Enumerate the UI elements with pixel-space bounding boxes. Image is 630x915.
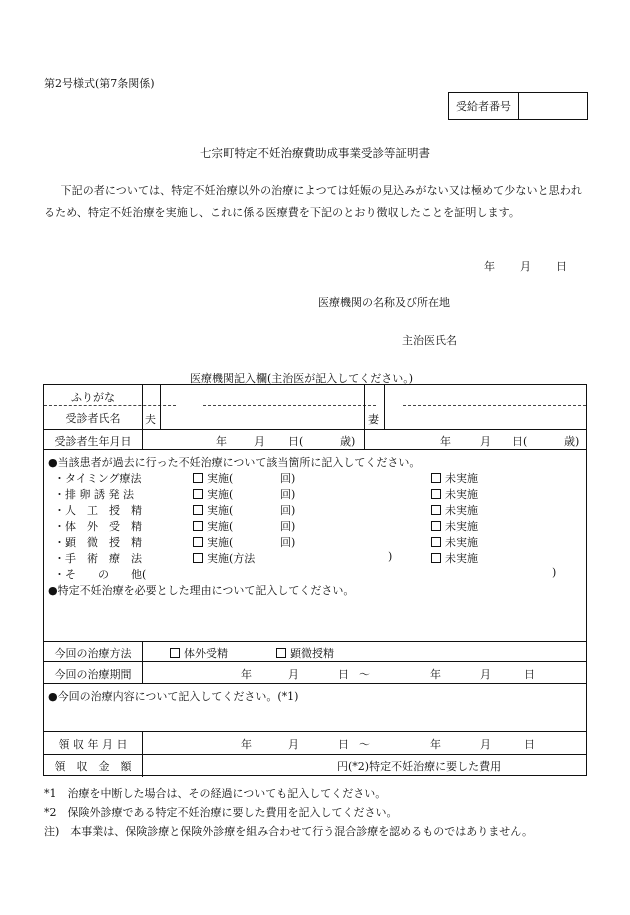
treatment-not-done-label: 未実施 [445,552,478,565]
issue-date-year: 年 [484,260,495,273]
treatment-not-done-option[interactable] [431,502,478,518]
checkbox-icon[interactable] [431,505,441,515]
wife-furigana-field[interactable] [386,388,586,404]
form-number: 第2号様式(第7条関係) [44,77,155,90]
footnote: *2 保険外診療である特定不妊治療に要した費用を記入してください。 [44,806,398,819]
husband-dob-day: 日( [288,435,304,448]
period-tilde: ～ [359,668,370,681]
other-treatment-label: ・そ の 他( [54,568,147,581]
wife-label: 妻 [368,413,379,426]
husband-age: 歳) [340,435,356,448]
receipt-tilde: ～ [359,738,370,751]
method-label: 今回の治療方法 [54,647,132,660]
treatment-done-option[interactable] [193,486,233,502]
treatment-not-done-label: 未実施 [445,488,478,501]
treatment-not-done-label: 未実施 [445,536,478,549]
receipt-start-day: 日 [338,738,349,751]
treatment-name: ・顕 微 授 精 [54,536,142,549]
method-option-label: 体外受精 [184,647,228,660]
treatment-done-option[interactable] [193,518,233,534]
treatment-not-done-label: 未実施 [445,520,478,533]
checkbox-icon[interactable] [431,537,441,547]
receipt-date-label: 領 収 年 月 日 [58,738,128,751]
receipt-start-month: 月 [288,738,299,751]
receipt-end-day: 日 [524,738,535,751]
period-start-month: 月 [288,668,299,681]
treatment-done-label: 実施( [207,488,234,501]
checkbox-icon[interactable] [431,553,441,563]
treatment-count: 回) [280,488,296,501]
period-start-year: 年 [241,668,252,681]
content-field[interactable] [54,704,574,728]
period-end-year: 年 [430,668,441,681]
treatment-not-done-option[interactable] [431,470,478,486]
checkbox-icon[interactable] [193,489,203,499]
period-start-day: 日 [338,668,349,681]
checkbox-icon[interactable] [276,648,286,658]
wife-dob-year: 年 [440,435,451,448]
issue-date-day: 日 [556,260,567,273]
treatment-name: ・手 術 療 法 [54,552,142,565]
recipient-number-field[interactable] [519,93,587,119]
method-option-label: 顕微授精 [290,647,334,660]
period-label: 今回の治療期間 [54,668,132,681]
dob-label: 受診者生年月日 [54,435,132,448]
amount-field[interactable] [146,756,336,774]
certification-form [43,384,587,776]
intro-paragraph: 下記の者については、特定不妊治療以外の治療によつては妊娠の見込みがない又は極めて少ないと思われるため、特定不妊治療を実施し、これに係る医療費を下記のとおり徴収したことを証明します。 [44,184,582,219]
recipient-number-box [448,92,588,120]
patient-name-label: 受診者氏名 [65,412,121,425]
checkbox-icon[interactable] [193,537,203,547]
treatment-count: 回) [280,504,296,517]
issue-date [484,258,567,274]
treatment-done-label: 実施( [207,520,234,533]
treatment-done-option[interactable] [193,550,255,566]
period-end-month: 月 [480,668,491,681]
reason-field[interactable] [54,598,574,638]
doctor-label: 主治医氏名 [402,334,457,347]
treatment-done-label: 実施( [207,472,234,485]
wife-name-field[interactable] [386,408,586,427]
treatment-count: 回) [280,520,296,533]
institution-label: 医療機関の名称及び所在地 [318,296,450,309]
checkbox-icon[interactable] [170,648,180,658]
treatment-count: 回) [280,472,296,485]
other-treatment-close: ) [552,566,557,579]
husband-dob-year: 年 [216,435,227,448]
footnotes [44,784,533,841]
amount-label: 領 収 金 額 [54,760,132,773]
issue-date-month: 月 [520,260,531,273]
husband-name-field[interactable] [162,408,362,427]
treatment-not-done-option[interactable] [431,550,478,566]
husband-label: 夫 [145,413,156,426]
treatment-not-done-label: 未実施 [445,472,478,485]
receipt-end-year: 年 [430,738,441,751]
treatment-name: ・排 卵 誘 発 法 [54,488,134,501]
history-prompt: ●当該患者が過去に行った不妊治療について該当箇所に記入してください。 [48,456,421,469]
treatment-name: ・体 外 受 精 [54,520,142,533]
document-title: 七宗町特定不妊治療費助成事業受診等証明書 [200,146,430,160]
treatment-done-option[interactable] [193,534,233,550]
wife-age: 歳) [564,435,580,448]
treatment-method-close: ) [388,550,393,563]
method-option-icsi[interactable] [276,645,334,661]
method-option-ivf[interactable] [170,645,228,661]
treatment-done-option[interactable] [193,470,233,486]
wife-dob-month: 月 [480,435,491,448]
checkbox-icon[interactable] [431,473,441,483]
treatment-not-done-option[interactable] [431,518,478,534]
treatment-not-done-option[interactable] [431,534,478,550]
treatment-count: 回) [280,536,296,549]
treatment-done-label: 実施( [207,536,234,549]
treatment-not-done-label: 未実施 [445,504,478,517]
checkbox-icon[interactable] [193,553,203,563]
husband-furigana-field[interactable] [162,388,362,404]
footnote: *1 治療を中断した場合は、その経過についても記入してください。 [44,787,387,800]
treatment-name: ・タイミング療法 [54,472,142,485]
reason-prompt: ●特定不妊治療を必要とした理由について記入してください。 [48,584,355,597]
treatment-name: ・人 工 授 精 [54,504,142,517]
checkbox-icon[interactable] [193,473,203,483]
content-prompt: ●今回の治療内容について記入してください。(*1) [48,690,299,703]
checkbox-icon[interactable] [193,505,203,515]
treatment-not-done-option[interactable] [431,486,478,502]
amount-suffix: 円(*2)特定不妊治療に要した費用 [337,760,502,773]
checkbox-icon[interactable] [431,521,441,531]
footnote: 注) 本事業は、保険診療と保険外診療を組み合わせて行う混合診療を認めるものではありません。 [44,825,533,838]
recipient-number-label: 受給者番号 [449,93,519,119]
wife-dob-day: 日( [512,435,528,448]
treatment-done-option[interactable] [193,502,233,518]
receipt-start-year: 年 [241,738,252,751]
checkbox-icon[interactable] [193,521,203,531]
treatment-done-label: 実施(方法 [207,552,256,565]
husband-dob-month: 月 [254,435,265,448]
receipt-end-month: 月 [480,738,491,751]
table-caption: 医療機関記入欄(主治医が記入してください。) [190,372,414,385]
checkbox-icon[interactable] [431,489,441,499]
period-end-day: 日 [524,668,535,681]
furigana-label: ふりがな [71,391,115,404]
treatment-done-label: 実施( [207,504,234,517]
